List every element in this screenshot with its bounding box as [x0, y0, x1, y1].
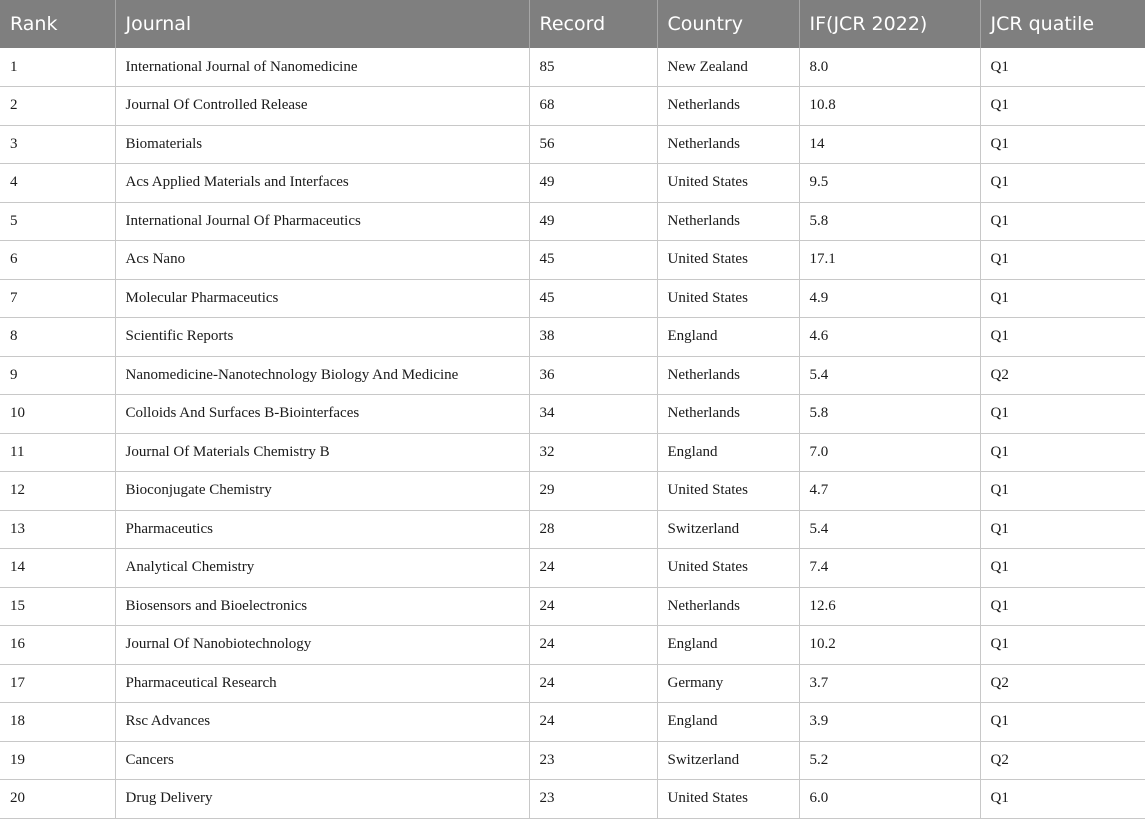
cell-journal: Analytical Chemistry: [115, 549, 529, 588]
table-row: [0, 318, 1145, 357]
table-row: [0, 279, 1145, 318]
cell-rank: 9: [0, 356, 115, 395]
cell-record: 56: [529, 125, 657, 164]
cell-rank: 17: [0, 664, 115, 703]
cell-jcr-quartile: Q1: [980, 125, 1145, 164]
cell-impact-factor: 8.0: [799, 48, 980, 87]
cell-journal: Bioconjugate Chemistry: [115, 472, 529, 511]
cell-impact-factor: 4.6: [799, 318, 980, 357]
table-row: [0, 125, 1145, 164]
cell-journal: Acs Nano: [115, 241, 529, 280]
cell-impact-factor: 10.2: [799, 626, 980, 665]
header-jcr-quartile: JCR quatile: [990, 13, 1095, 35]
cell-impact-factor: 5.8: [799, 395, 980, 434]
cell-rank: 10: [0, 395, 115, 434]
cell-rank: 2: [0, 87, 115, 126]
cell-jcr-quartile: Q1: [980, 780, 1145, 819]
cell-impact-factor: 7.4: [799, 549, 980, 588]
cell-record: 49: [529, 202, 657, 241]
cell-journal: Journal Of Nanobiotechnology: [115, 626, 529, 665]
cell-record: 24: [529, 664, 657, 703]
cell-impact-factor: 5.8: [799, 202, 980, 241]
table-row: [0, 780, 1145, 819]
header-record: Record: [529, 0, 657, 48]
cell-journal: Molecular Pharmaceutics: [115, 279, 529, 318]
cell-journal: Cancers: [115, 741, 529, 780]
cell-impact-factor: 3.7: [799, 664, 980, 703]
header-rank: Rank: [0, 0, 115, 48]
table-row: [0, 356, 1145, 395]
cell-record: 24: [529, 703, 657, 742]
cell-impact-factor: 9.5: [799, 164, 980, 203]
cell-impact-factor: 4.7: [799, 472, 980, 511]
cell-country: England: [657, 433, 799, 472]
cell-record: 85: [529, 48, 657, 87]
cell-jcr-quartile: Q1: [980, 587, 1145, 626]
cell-journal: Acs Applied Materials and Interfaces: [115, 164, 529, 203]
cell-country: United States: [657, 279, 799, 318]
cell-record: 23: [529, 780, 657, 819]
cell-impact-factor: 5.4: [799, 356, 980, 395]
cell-country: Netherlands: [657, 356, 799, 395]
table-row: [0, 202, 1145, 241]
cell-journal: Biomaterials: [115, 125, 529, 164]
cell-record: 32: [529, 433, 657, 472]
table-row: [0, 48, 1145, 87]
cell-jcr-quartile: Q2: [980, 664, 1145, 703]
cell-rank: 19: [0, 741, 115, 780]
cell-impact-factor: 4.9: [799, 279, 980, 318]
cell-country: New Zealand: [657, 48, 799, 87]
cell-journal: Pharmaceutics: [115, 510, 529, 549]
cell-rank: 12: [0, 472, 115, 511]
cell-record: 45: [529, 241, 657, 280]
cell-journal: Colloids And Surfaces B-Biointerfaces: [115, 395, 529, 434]
cell-record: 49: [529, 164, 657, 203]
cell-jcr-quartile: Q1: [980, 395, 1145, 434]
cell-jcr-quartile: Q1: [980, 241, 1145, 280]
cell-rank: 5: [0, 202, 115, 241]
cell-rank: 7: [0, 279, 115, 318]
cell-jcr-quartile: Q1: [980, 510, 1145, 549]
cell-impact-factor: 17.1: [799, 241, 980, 280]
cell-rank: 1: [0, 48, 115, 87]
cell-impact-factor: 5.2: [799, 741, 980, 780]
cell-impact-factor: 12.6: [799, 587, 980, 626]
table-row: [0, 433, 1145, 472]
cell-jcr-quartile: Q1: [980, 472, 1145, 511]
table-row: [0, 549, 1145, 588]
cell-record: 38: [529, 318, 657, 357]
table-row: [0, 626, 1145, 665]
cell-record: 68: [529, 87, 657, 126]
cell-impact-factor: 14: [799, 125, 980, 164]
cell-journal: Biosensors and Bioelectronics: [115, 587, 529, 626]
cell-journal: Journal Of Controlled Release: [115, 87, 529, 126]
cell-rank: 16: [0, 626, 115, 665]
cell-country: United States: [657, 549, 799, 588]
cell-jcr-quartile: Q1: [980, 626, 1145, 665]
cell-country: Netherlands: [657, 587, 799, 626]
cell-journal: International Journal of Nanomedicine: [115, 48, 529, 87]
table-row: [0, 741, 1145, 780]
cell-journal: Journal Of Materials Chemistry B: [115, 433, 529, 472]
cell-country: England: [657, 626, 799, 665]
cell-jcr-quartile: Q1: [980, 703, 1145, 742]
cell-record: 36: [529, 356, 657, 395]
cell-country: Netherlands: [657, 87, 799, 126]
cell-jcr-quartile: Q1: [980, 202, 1145, 241]
cell-country: Netherlands: [657, 395, 799, 434]
cell-journal: Nanomedicine-Nanotechnology Biology And Medicine: [115, 356, 529, 395]
cell-record: 24: [529, 587, 657, 626]
header-country: Country: [657, 0, 799, 48]
cell-jcr-quartile: Q1: [980, 318, 1145, 357]
cell-rank: 11: [0, 433, 115, 472]
cell-rank: 15: [0, 587, 115, 626]
cell-record: 34: [529, 395, 657, 434]
header-impact-factor: IF(JCR 2022): [799, 0, 980, 48]
cell-rank: 3: [0, 125, 115, 164]
cell-impact-factor: 3.9: [799, 703, 980, 742]
cell-journal: Scientific Reports: [115, 318, 529, 357]
cell-journal: Pharmaceutical Research: [115, 664, 529, 703]
cell-journal: Drug Delivery: [115, 780, 529, 819]
cell-country: United States: [657, 780, 799, 819]
cell-country: United States: [657, 164, 799, 203]
cell-country: United States: [657, 241, 799, 280]
cell-country: Germany: [657, 664, 799, 703]
cell-jcr-quartile: Q1: [980, 87, 1145, 126]
table-row: [0, 87, 1145, 126]
cell-jcr-quartile: Q1: [980, 48, 1145, 87]
cell-country: United States: [657, 472, 799, 511]
table-row: [0, 510, 1145, 549]
table-row: [0, 472, 1145, 511]
cell-impact-factor: 6.0: [799, 780, 980, 819]
table-row: [0, 164, 1145, 203]
cell-record: 23: [529, 741, 657, 780]
cell-rank: 18: [0, 703, 115, 742]
cell-country: Switzerland: [657, 741, 799, 780]
cell-record: 45: [529, 279, 657, 318]
cell-jcr-quartile: Q1: [980, 549, 1145, 588]
cell-journal: International Journal Of Pharmaceutics: [115, 202, 529, 241]
header-row: [0, 0, 1145, 48]
cell-rank: 20: [0, 780, 115, 819]
cell-impact-factor: 10.8: [799, 87, 980, 126]
cell-country: Netherlands: [657, 202, 799, 241]
table-row: [0, 395, 1145, 434]
cell-record: 24: [529, 549, 657, 588]
cell-jcr-quartile: Q1: [980, 164, 1145, 203]
cell-record: 28: [529, 510, 657, 549]
cell-jcr-quartile: Q2: [980, 356, 1145, 395]
cell-journal: Rsc Advances: [115, 703, 529, 742]
cell-jcr-quartile: Q2: [980, 741, 1145, 780]
table-row: [0, 664, 1145, 703]
cell-country: England: [657, 318, 799, 357]
cell-impact-factor: 7.0: [799, 433, 980, 472]
cell-rank: 14: [0, 549, 115, 588]
header-journal: Journal: [115, 0, 529, 48]
cell-impact-factor: 5.4: [799, 510, 980, 549]
table-row: [0, 587, 1145, 626]
table-row: [0, 703, 1145, 742]
cell-record: 29: [529, 472, 657, 511]
cell-rank: 13: [0, 510, 115, 549]
cell-record: 24: [529, 626, 657, 665]
cell-rank: 8: [0, 318, 115, 357]
cell-jcr-quartile: Q1: [980, 433, 1145, 472]
cell-rank: 6: [0, 241, 115, 280]
cell-country: Netherlands: [657, 125, 799, 164]
cell-rank: 4: [0, 164, 115, 203]
cell-country: Switzerland: [657, 510, 799, 549]
table-row: [0, 241, 1145, 280]
cell-jcr-quartile: Q1: [980, 279, 1145, 318]
cell-country: England: [657, 703, 799, 742]
